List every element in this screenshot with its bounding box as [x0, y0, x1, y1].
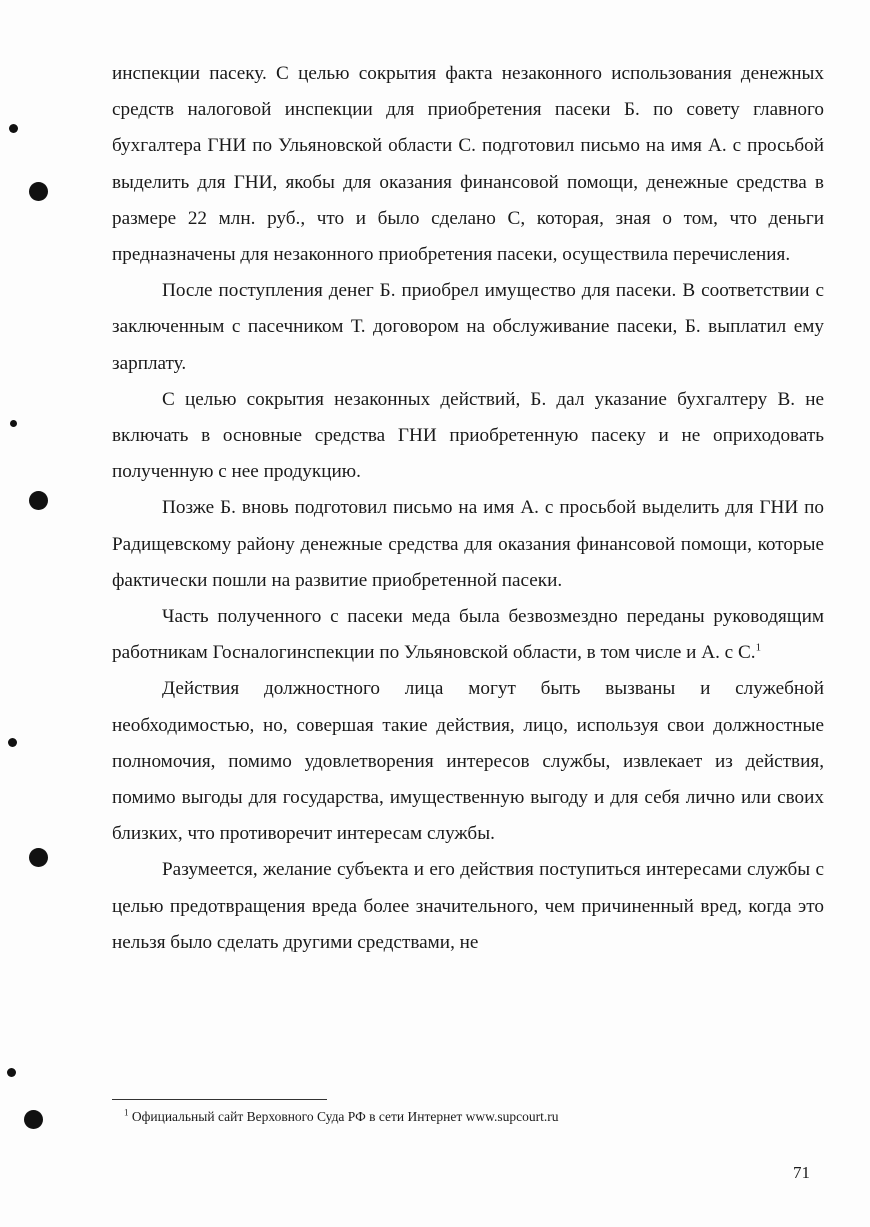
footnote [124, 1108, 558, 1126]
punch-hole-mark [10, 420, 17, 427]
punch-hole-mark [8, 738, 17, 747]
paragraph-2: После поступления денег Б. приобрел имущество для пасеки. В соответствии с заключенным с пасечником Т. договором на обслуживание пасеки, Б. выплатил ему зарплату. [112, 280, 824, 374]
paragraph-6: Действия должностного лица могут быть вызваны и служебной необходимостью, но, совершая такие действия, лицо, используя свои должностные полномочия, помимо удовлетворения интересов службы, извлекает из действия, помимо выгоды для государства, имущественную выгоду и для себя лично или своих близких, что противоречит интересам службы. [112, 678, 824, 845]
footnote-reference[interactable]: 1 [755, 641, 762, 654]
page-number: 71 [793, 1163, 810, 1182]
punch-hole-mark [29, 182, 48, 201]
paragraph-5-text: Часть полученного с пасеки меда была безвозмездно переданы руководящим работникам Госналогинспекции по Ульяновской области, в том числе и А. с С. [112, 606, 824, 664]
paragraph-7: Разумеется, желание субъекта и его действия поступиться интересами службы с целью предотвращения вреда более значительного, чем причиненный вред, когда это нельзя было сделать другими средствами, не [112, 859, 824, 953]
footnote-number: 1 [124, 1107, 129, 1118]
punch-hole-mark [29, 491, 48, 510]
punch-hole-mark [7, 1068, 16, 1077]
punch-hole-mark [29, 848, 48, 867]
punch-hole-mark [24, 1110, 43, 1129]
body-text [112, 56, 824, 961]
paragraph-3: С целью сокрытия незаконных действий, Б. дал указание бухгалтеру В. не включать в основные средства ГНИ приобретенную пасеку и не оприходовать полученную с нее продукцию. [112, 388, 824, 483]
paragraph-5 [112, 599, 824, 671]
footnote-separator [112, 1099, 327, 1100]
paragraph-4: Позже Б. вновь подготовил письмо на имя А. с просьбой выделить для ГНИ по Радищевскому району денежные средства для оказания финансовой помощи, которые фактически пошли на развитие приобретенной пасеки. [112, 497, 824, 591]
footnote-text: Официальный сайт Верховного Суда РФ в сети Интернет www.supcourt.ru [131, 1109, 559, 1124]
punch-hole-mark [9, 124, 18, 133]
paragraph-1: инспекции пасеку. С целью сокрытия факта незаконного использования денежных средств налоговой инспекции для приобретения пасеки Б. по совету главного бухгалтера ГНИ по Ульяновской области С. подготовил письмо на имя А. с просьбой выделить для ГНИ, якобы для оказания финансовой помощи, денежные средства в размере 22 млн. руб., что и было сделано С, которая, зная о том, что деньги предназначены для незаконного приобретения пасеки, осуществила перечисления. [112, 63, 824, 266]
